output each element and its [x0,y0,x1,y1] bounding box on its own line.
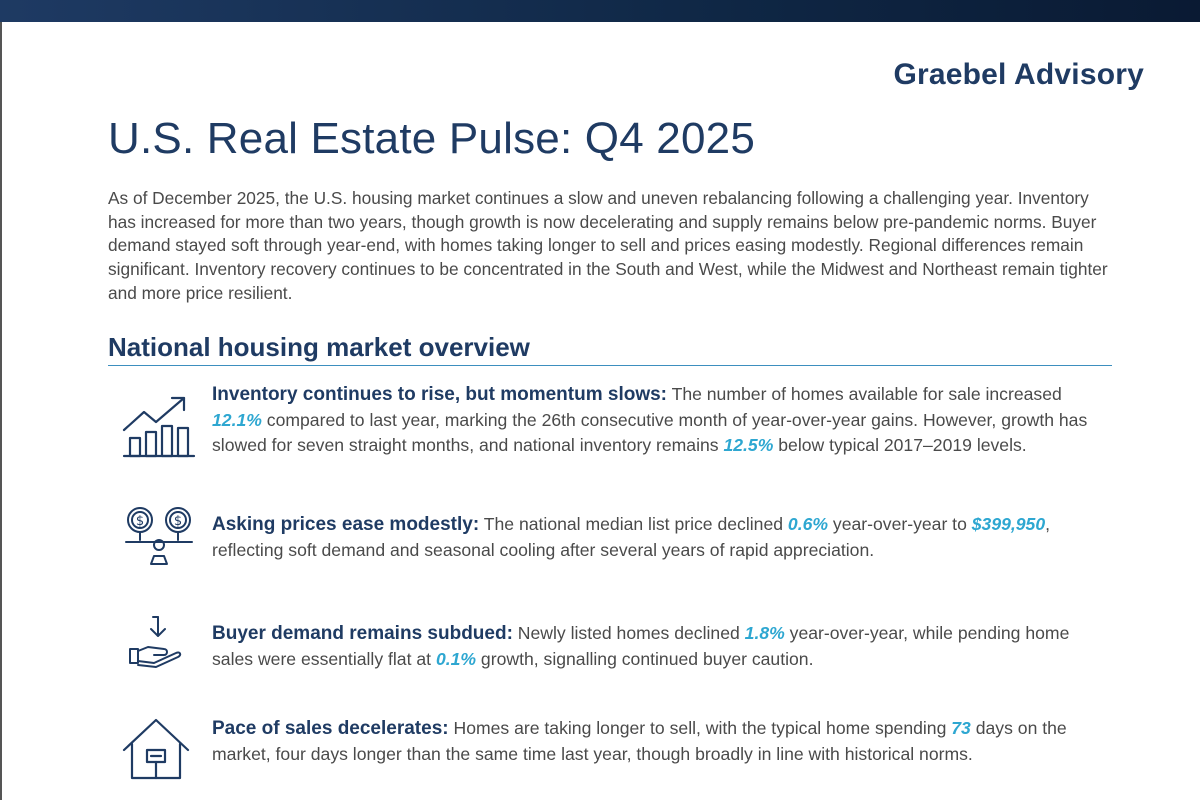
item-body: Homes are taking longer to sell, with the typical home spending [448,718,952,738]
house-sale-icon [120,714,202,794]
highlight-value: 73 [951,718,971,738]
highlight-value: 0.6% [787,514,829,534]
section-divider [108,365,1112,366]
item-body: year-over-year, while pending home sales were essentially flat at [212,623,1070,669]
item-body: year-over-year to [828,514,972,534]
highlight-value: 12.5% [723,435,774,455]
item-text [212,621,1102,672]
item-lead: Inventory continues to rise, but momentum slows: [212,384,667,405]
item-lead: Pace of sales decelerates: [212,718,449,739]
item-body: days on the market, four days longer than the same time last year, though broadly in line with historical norms. [212,718,1067,764]
svg-text:$: $ [135,514,145,529]
item-body: The national median list price declined [479,514,788,534]
highlight-value: 12.1% [212,409,262,430]
item-body: Newly listed homes declined [512,623,745,643]
item-body: , reflecting soft demand and seasonal cooling after several years of rapid appreciation. [212,514,1051,560]
highlight-value: 0.1% [435,648,477,669]
item-body: below typical 2017–2019 levels. [773,435,1027,455]
highlight-value: 1.8% [744,623,785,643]
item-body: The number of homes available for sale increased [667,384,1062,404]
intro-paragraph: As of December 2025, the U.S. housing market continues a slow and uneven rebalancing following a challenging year. Inventory has increased for more than two years, though growth is now decelerating and supply remains below pre-pandemic norms. Buyer demand stayed soft through year-end, with homes taking longer to sell and prices easing modestly. Regional differences remain significant. Inventory recovery continues to be concentrated in the South and West, while the Midwest and Northeast remain tighter and more price resilient. [108,188,1108,303]
item-lead: Buyer demand remains subdued: [212,623,513,644]
page-edge [0,0,2,800]
header-band [0,0,1200,22]
item-text [212,716,1102,767]
price-balance-icon [120,498,202,578]
item-body: compared to last year, marking the 26th consecutive month of year-over-year gains. However, growth has slowed for seven straight months, and national inventory remains [212,409,1088,455]
growth-chart-icon [120,382,202,462]
section-heading: National housing market overview [108,332,530,362]
item-body: growth, signalling continued buyer caution. [476,648,814,669]
item-lead: Asking prices ease modestly: [212,514,480,535]
highlight-value: $399,950 [971,514,1046,534]
brand-name: Graebel Advisory [893,58,1144,91]
page-title: U.S. Real Estate Pulse: Q4 2025 [108,114,755,163]
item-text [212,512,1102,563]
hand-receive-icon [120,611,202,691]
item-text [212,382,1102,459]
svg-text:$: $ [173,514,183,529]
